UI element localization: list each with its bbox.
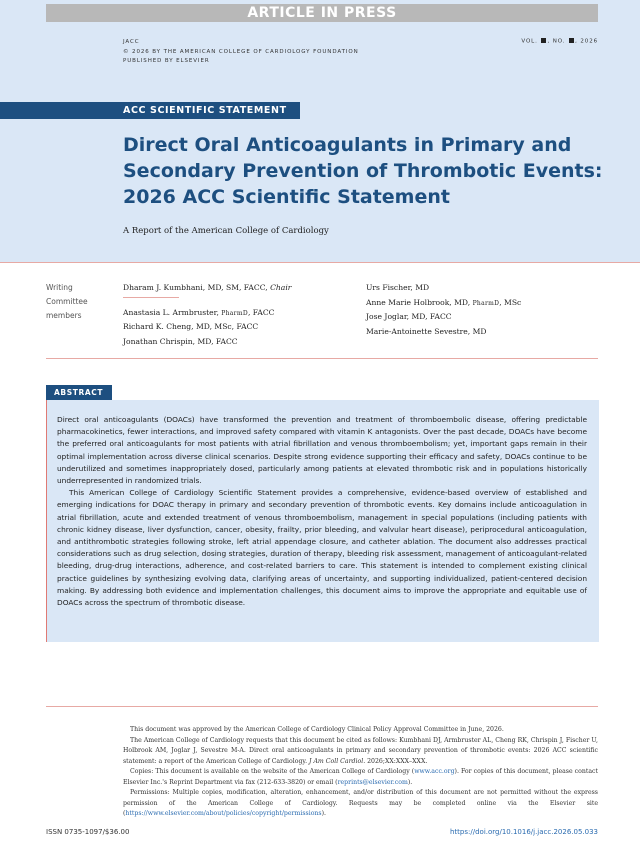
- permissions-link[interactable]: https://www.elsevier.com/about/policies/copyright/permissions: [125, 810, 322, 817]
- section-tag-label: ACC SCIENTIFIC STATEMENT: [123, 105, 287, 116]
- issn: ISSN 0735-1097/$36.00: [46, 828, 130, 836]
- author-name: Jose Joglar, MD, FACC: [366, 312, 452, 321]
- citation-note: The American College of Cardiology requests that this document be cited as follows: Kumbhani DJ, Armbruster AL, Cheng RK, Chrispin J, Fischer U, Holbrook AM, Joglar J, Sevestre M-A. Direct oral anticoagulants in primary and secondary prevention of thrombotic events: 2026 ACC scientific statement: a report of the American College of Cardiology. J Am Coll Cardiol. 2026;XX:XXX–XXX.: [123, 736, 598, 765]
- abstract-paragraph: Direct oral anticoagulants (DOACs) have transformed the prevention and treatment of thromboembolic disease, offering predictable pharmacokinetics, fewer interactions, and improved safety compared with vitamin K antagonists. Over the past decade, DOACs have become the preferred oral anticoagulants for most patients with atrial fibrillation and venous thromboembolism; yet, important gaps remain in their optimal implementation across diverse clinical scenarios. Despite strong evidence supporting their efficacy and safety, DOACs continue to be underutilized and sometimes inappropriately dosed, particularly among patients at elevated thrombotic risk and in populations historically underrepresented in randomized trials.: [57, 415, 587, 486]
- chair-divider: [123, 297, 179, 298]
- title-line: Secondary Prevention of Thrombotic Events:: [123, 160, 603, 182]
- approval-note: This document was approved by the American College of Cardiology Clinical Policy Approval Committee in June, 2026.: [130, 726, 504, 733]
- title-line: 2026 ACC Scientific Statement: [123, 186, 450, 208]
- committee-divider: [46, 358, 598, 359]
- abstract-label: ABSTRACT: [46, 385, 112, 400]
- publication-meta: [123, 38, 359, 67]
- acc-website-link[interactable]: www.acc.org: [414, 768, 455, 775]
- volume-meta: VOL. , NO. , 2026: [521, 38, 598, 45]
- footnotes: [123, 725, 598, 820]
- header-divider: [0, 262, 640, 263]
- article-title: [123, 132, 613, 210]
- authors-right-column: [366, 281, 521, 339]
- permissions-note: Permissions: Multiple copies, modification, alteration, enhancement, and/or distribution of this document are not permitted without the express permission of the American College of Cardiology. Requests may be completed online via the Elsevier site (https://www.elsevier.com/about/policies/copyright/permissions).: [123, 789, 598, 817]
- abstract-text: [57, 414, 587, 609]
- vol-placeholder-square: [541, 38, 546, 43]
- footnote-divider: [46, 706, 598, 707]
- author-name: Anastasia L. Armbruster, PharmD, FACC: [123, 307, 275, 317]
- copyright-line: © 2026 BY THE AMERICAN COLLEGE OF CARDIOLOGY FOUNDATION: [123, 48, 359, 55]
- copies-note: Copies: This document is available on the website of the American College of Cardiology (www.acc.org). For copies of this document, please contact Elsevier Inc.'s Reprint Department via fax (212-633-3820) or email (reprints@elsevier.com).: [123, 768, 598, 786]
- label-line: members: [46, 311, 82, 320]
- label-line: Writing: [46, 283, 73, 292]
- title-line: Direct Oral Anticoagulants in Primary and: [123, 134, 572, 156]
- author-name: Jonathan Chrispin, MD, FACC: [123, 336, 238, 346]
- publisher-line: PUBLISHED BY ELSEVIER: [123, 58, 210, 64]
- label-line: Committee: [46, 297, 88, 306]
- chair-author: [123, 281, 291, 295]
- journal-name: JACC: [123, 39, 140, 45]
- chair-role: Chair: [270, 283, 292, 292]
- no-placeholder-square: [569, 38, 574, 43]
- chair-name: Dharam J. Kumbhani, MD, SM, FACC,: [123, 283, 271, 292]
- abstract-paragraph: This American College of Cardiology Scientific Statement provides a comprehensive, evidence-based overview of established and emerging indications for DOAC therapy in primary and secondary prevention of thrombotic events. Key domains include anticoagulation in atrial fibrillation, acute and extended treatment of venous thromboembolism, management in special populations (including patients with chronic kidney disease, liver dysfunction, cancer, obesity, frailty, prior bleeding, and valvular heart disease), periprocedural anticoagulation, and antithrombotic strategies following stroke, left atrial appendage closure, and catheter ablation. The document also addresses practical considerations such as drug selection, dosing strategies, duration of therapy, bleeding risk assessment, management of anticoagulant-related bleeding, drug-drug interactions, adherence, and cost-related barriers to care. This statement is intended to complement existing clinical practice guidelines by synthesizing evolving data, clarifying areas of uncertainty, and supporting individualized, patient-centered decision making. By addressing both evidence and implementation challenges, this document aims to improve the appropriate and equitable use of DOACs across the spectrum of thrombotic disease.: [57, 488, 587, 608]
- year: 2026: [580, 38, 598, 45]
- article-subtitle: A Report of the American College of Cardiology: [123, 226, 329, 236]
- author-name: Marie-Antoinette Sevestre, MD: [366, 326, 487, 336]
- section-tag: [0, 102, 300, 119]
- reprints-email-link[interactable]: reprints@elsevier.com: [337, 778, 408, 786]
- authors-left-column: [123, 281, 291, 349]
- writing-committee-label: [46, 281, 114, 323]
- no-label: NO.: [552, 38, 566, 45]
- author-name: Anne Marie Holbrook, MD, PharmD, MSc: [366, 297, 522, 307]
- article-in-press-banner: ARTICLE IN PRESS: [46, 4, 598, 22]
- vol-label: VOL.: [521, 38, 538, 45]
- author-name: Richard K. Cheng, MD, MSc, FACC: [123, 322, 259, 331]
- doi-link[interactable]: https://doi.org/10.1016/j.jacc.2026.05.033: [450, 828, 598, 836]
- author-name: Urs Fischer, MD: [366, 283, 430, 292]
